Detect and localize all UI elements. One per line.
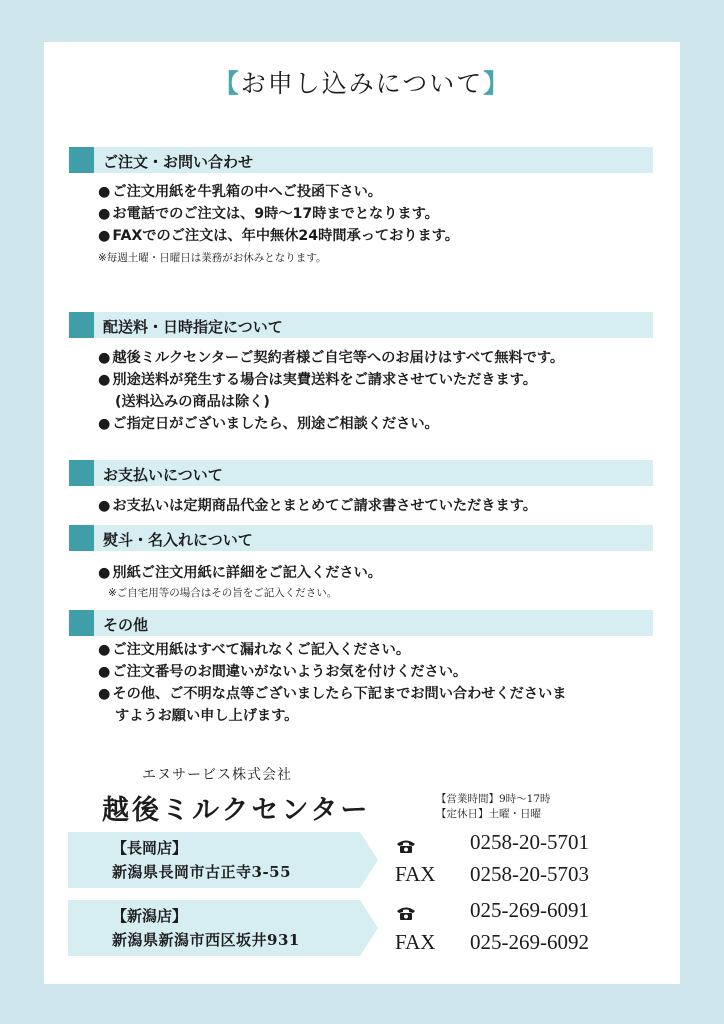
- section-marker: [69, 147, 94, 173]
- list-item: [98, 562, 668, 584]
- title-text: お申し込みについて: [240, 69, 484, 98]
- item-text: 別紙ご注文用紙に詳細をご記入ください。: [112, 565, 382, 581]
- item-text: ご注文番号のお間違いがないようお気を付けください。: [112, 664, 468, 680]
- title-bracket-close: 】: [483, 69, 511, 98]
- list-item-continuation: (送料込みの商品は除く): [115, 394, 270, 410]
- branch-nagaoka: [68, 832, 378, 888]
- item-text: その他、ご不明な点等ございましたら下記までお問い合わせくださいま: [112, 686, 567, 702]
- business-hours: [436, 792, 551, 822]
- list-item: [98, 225, 668, 247]
- list-item: [98, 639, 668, 661]
- branch-address: 新潟県長岡市古正寺3-55: [112, 863, 292, 881]
- list-item-continuation: すようお願い申し上げます。: [115, 708, 299, 724]
- item-text: ご指定日がございましたら、別途ご相談ください。: [112, 416, 439, 432]
- section-body-other: [98, 639, 668, 727]
- section-marker: [69, 525, 94, 551]
- title-bracket-open: 【: [213, 69, 241, 98]
- page-title: [44, 64, 680, 100]
- company-name: エヌサービス株式会社: [142, 767, 292, 783]
- section-marker: [69, 312, 94, 338]
- section-marker: [69, 460, 94, 486]
- telephone-icon: [395, 905, 417, 921]
- item-text: FAXでのご注文は、年中無休24時間承っております。: [112, 228, 459, 244]
- item-text: ご注文用紙を牛乳箱の中へご投函下さい。: [112, 184, 382, 200]
- tel-number: 025-269-6091: [470, 898, 589, 922]
- fax-number: 0258-20-5703: [470, 862, 589, 886]
- item-text: お支払いは定期商品代金とまとめてご請求書させていただきます。: [112, 498, 537, 514]
- bullet-icon: ●: [98, 228, 111, 244]
- section-title: 熨斗・名入れについて: [103, 531, 253, 549]
- bullet-icon: ●: [98, 498, 111, 514]
- section-header-shipping: [69, 312, 653, 338]
- list-item: [98, 203, 668, 225]
- branch-name: 【長岡店】: [112, 839, 188, 857]
- section-title: ご注文・お問い合わせ: [103, 153, 254, 171]
- brand-name: 越後ミルクセンター: [102, 795, 371, 826]
- info-sheet: [44, 42, 680, 984]
- bullet-icon: ●: [98, 642, 111, 658]
- section-marker: [69, 610, 94, 636]
- section-body-noshi: [98, 562, 668, 601]
- bullet-icon: ●: [98, 686, 111, 702]
- section-header-payment: [69, 460, 653, 486]
- note-text: ※ご自宅用等の場合はその旨をご記入ください。: [108, 587, 338, 599]
- list-item: [98, 495, 668, 517]
- tel-number: 0258-20-5701: [470, 830, 589, 854]
- fax-number: 025-269-6092: [470, 930, 589, 954]
- section-header-order: [69, 147, 653, 173]
- section-header-other: [69, 610, 653, 636]
- list-item: [98, 181, 668, 203]
- closed-days-text: 【定休日】土曜・日曜: [436, 808, 541, 820]
- section-title: 配送料・日時指定について: [103, 318, 283, 336]
- bullet-icon: ●: [98, 206, 111, 222]
- section-body-order: [98, 181, 668, 266]
- bullet-icon: ●: [98, 372, 111, 388]
- fax-label: FAX: [395, 862, 436, 886]
- section-title: お支払いについて: [103, 466, 223, 484]
- list-item: [98, 369, 668, 391]
- item-text: 越後ミルクセンターご契約者様ご自宅等へのお届けはすべて無料です。: [112, 350, 565, 366]
- section-title: その他: [103, 616, 149, 634]
- note-text: ※毎週土曜・日曜日は業務がお休みとなります。: [98, 252, 327, 264]
- branch-address: 新潟県新潟市西区坂井931: [112, 931, 300, 949]
- fax-label: FAX: [395, 930, 436, 954]
- list-item: [98, 347, 668, 369]
- item-text: お電話でのご注文は、9時～17時までとなります。: [112, 206, 439, 222]
- bullet-icon: ●: [98, 664, 111, 680]
- bullet-icon: ●: [98, 350, 111, 366]
- item-text: 別途送料が発生する場合は実費送料をご請求させていただきます。: [112, 372, 537, 388]
- section-body-payment: [98, 495, 668, 517]
- section-body-shipping: [98, 347, 668, 435]
- bullet-icon: ●: [98, 565, 111, 581]
- list-item: [98, 683, 668, 705]
- bullet-icon: ●: [98, 416, 111, 432]
- business-hours-text: 【営業時間】9時～17時: [436, 793, 551, 805]
- branch-name: 【新潟店】: [112, 907, 188, 925]
- branch-niigata: [68, 900, 378, 956]
- item-text: ご注文用紙はすべて漏れなくご記入ください。: [112, 642, 411, 658]
- section-header-noshi: [69, 525, 653, 551]
- list-item: [98, 661, 668, 683]
- list-item: [98, 413, 668, 435]
- bullet-icon: ●: [98, 184, 111, 200]
- telephone-icon: [395, 838, 417, 854]
